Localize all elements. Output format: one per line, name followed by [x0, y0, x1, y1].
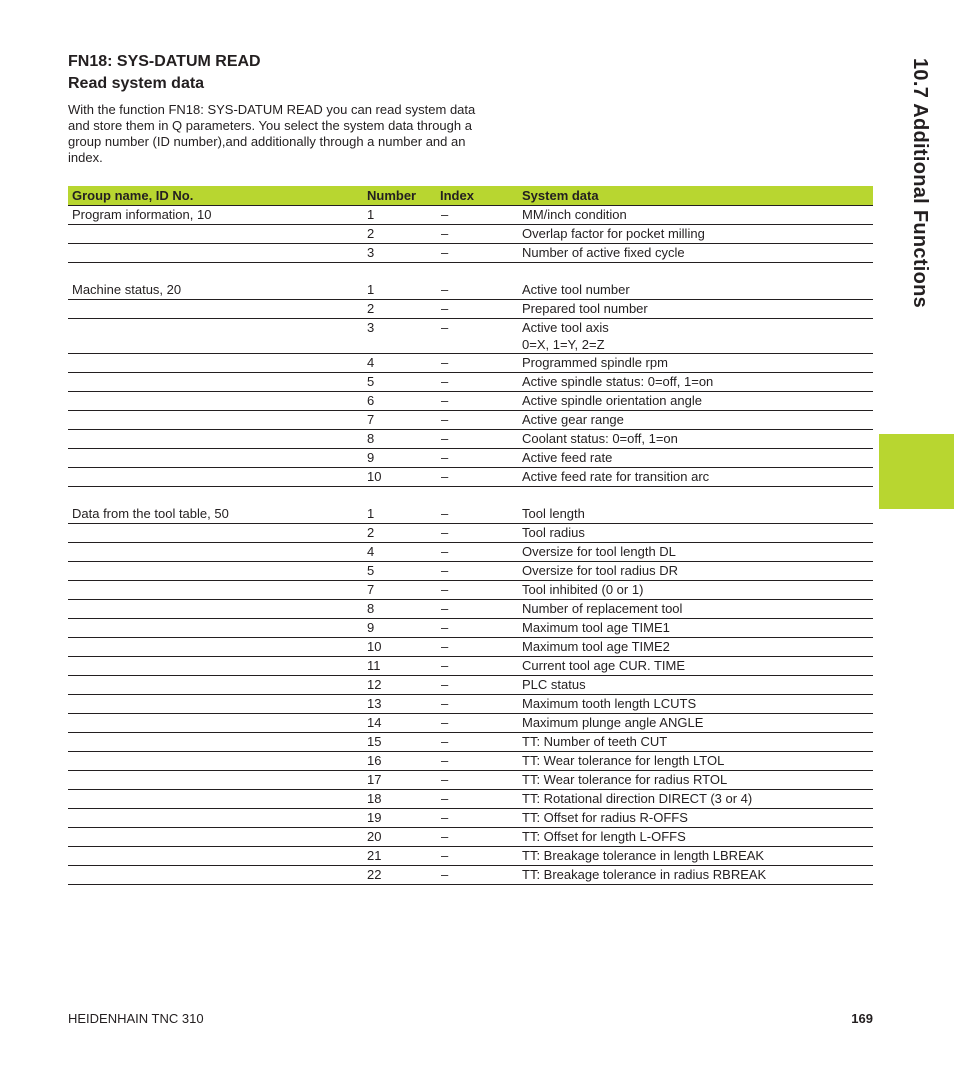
group-name-cell [68, 392, 363, 411]
system-data-text: TT: Wear tolerance for length LTOL [522, 753, 725, 768]
system-data-cell [518, 524, 873, 543]
system-data-text: Oversize for tool length DL [522, 544, 676, 559]
system-data-text: Active gear range [522, 412, 624, 427]
system-data-text: Maximum tooth length LCUTS [522, 696, 697, 711]
system-data-cell [518, 392, 873, 411]
number-cell: 21 [363, 847, 436, 866]
header-index: Index [436, 186, 518, 206]
group-name-cell [68, 430, 363, 449]
system-data-cell [518, 430, 873, 449]
table-row [68, 809, 873, 828]
number-cell: 18 [363, 790, 436, 809]
system-data-cell [518, 657, 873, 676]
system-data-text: Coolant status: 0=off, 1=on [522, 431, 678, 446]
group-name-cell [68, 449, 363, 468]
number-cell: 17 [363, 771, 436, 790]
system-data-text: TT: Number of teeth CUT [522, 734, 668, 749]
table-row [68, 354, 873, 373]
header-group-name: Group name, ID No. [68, 186, 363, 206]
table-row [68, 600, 873, 619]
number-cell: 11 [363, 657, 436, 676]
group-name-cell [68, 562, 363, 581]
group-name-cell [68, 373, 363, 392]
index-cell: – [436, 790, 518, 809]
group-name-cell [68, 866, 363, 885]
system-data-text: Tool inhibited (0 or 1) [522, 582, 644, 597]
table-row [68, 752, 873, 771]
index-cell: – [436, 847, 518, 866]
group-name-cell [68, 771, 363, 790]
system-data-text: TT: Rotational direction DIRECT (3 or 4) [522, 791, 753, 806]
number-cell: 15 [363, 733, 436, 752]
number-cell: 8 [363, 600, 436, 619]
chapter-side-title: 10.7 Additional Functions [909, 58, 931, 309]
table-row [68, 430, 873, 449]
system-data-text: Active tool axis [522, 320, 609, 335]
table-row [68, 695, 873, 714]
system-data-cell [518, 300, 873, 319]
system-data-text: PLC status [522, 677, 586, 692]
table-row [68, 524, 873, 543]
table-row [68, 638, 873, 657]
index-cell: – [436, 543, 518, 562]
system-data-cell [518, 733, 873, 752]
index-cell: – [436, 619, 518, 638]
table-row [68, 771, 873, 790]
system-data-cell [518, 752, 873, 771]
index-cell: – [436, 392, 518, 411]
number-cell: 2 [363, 225, 436, 244]
table-row [68, 505, 873, 524]
system-data-text: TT: Wear tolerance for radius RTOL [522, 772, 728, 787]
index-cell: – [436, 828, 518, 847]
table-row [68, 543, 873, 562]
index-cell: – [436, 657, 518, 676]
system-data-text: Number of active fixed cycle [522, 245, 685, 260]
index-cell: – [436, 505, 518, 524]
number-cell: 9 [363, 449, 436, 468]
number-cell: 2 [363, 524, 436, 543]
footer-product: HEIDENHAIN TNC 310 [68, 1011, 204, 1026]
intro-paragraph: With the function FN18: SYS-DATUM READ you can read system data and store them in Q parameters. You select the system data through a group number (ID number),and additionally through a number and an index. [68, 102, 476, 165]
table-row [68, 581, 873, 600]
table-row [68, 449, 873, 468]
table-row [68, 300, 873, 319]
group-name-cell: Program information, 10 [68, 206, 363, 225]
index-cell: – [436, 354, 518, 373]
system-data-cell [518, 581, 873, 600]
index-cell: – [436, 225, 518, 244]
system-data-cell [518, 449, 873, 468]
number-cell: 22 [363, 866, 436, 885]
number-cell: 5 [363, 562, 436, 581]
system-data-text-line2: 0=X, 1=Y, 2=Z [522, 337, 605, 352]
system-data-cell [518, 866, 873, 885]
system-data-text: Overlap factor for pocket milling [522, 226, 705, 241]
system-data-cell [518, 562, 873, 581]
system-data-text: Maximum plunge angle ANGLE [522, 715, 704, 730]
index-cell: – [436, 206, 518, 225]
group-name-cell [68, 714, 363, 733]
table-row [68, 562, 873, 581]
index-cell: – [436, 581, 518, 600]
system-data-cell [518, 281, 873, 300]
system-data-cell [518, 543, 873, 562]
header-system-data: System data [518, 186, 873, 206]
number-cell: 14 [363, 714, 436, 733]
table-row [68, 206, 873, 225]
system-data-cell [518, 809, 873, 828]
group-name-cell [68, 695, 363, 714]
system-data-cell [518, 790, 873, 809]
index-cell: – [436, 638, 518, 657]
table-row [68, 657, 873, 676]
spacer-cell [68, 487, 873, 506]
number-cell: 13 [363, 695, 436, 714]
group-name-cell [68, 657, 363, 676]
system-data-cell [518, 319, 873, 354]
index-cell: – [436, 281, 518, 300]
number-cell: 1 [363, 505, 436, 524]
number-cell: 3 [363, 244, 436, 263]
system-data-text: Programmed spindle rpm [522, 355, 668, 370]
index-cell: – [436, 524, 518, 543]
index-cell: – [436, 714, 518, 733]
group-name-cell: Data from the tool table, 50 [68, 505, 363, 524]
header-number: Number [363, 186, 436, 206]
index-cell: – [436, 300, 518, 319]
table-header-row [68, 186, 873, 206]
group-name-cell [68, 581, 363, 600]
table-row [68, 392, 873, 411]
table-row [68, 468, 873, 487]
group-name-cell [68, 225, 363, 244]
group-name-cell [68, 752, 363, 771]
system-data-cell [518, 225, 873, 244]
number-cell: 8 [363, 430, 436, 449]
table-row [68, 790, 873, 809]
group-name-cell [68, 828, 363, 847]
group-spacer [68, 487, 873, 506]
index-cell: – [436, 809, 518, 828]
number-cell: 10 [363, 638, 436, 657]
table-row [68, 281, 873, 300]
index-cell: – [436, 562, 518, 581]
index-cell: – [436, 244, 518, 263]
number-cell: 7 [363, 411, 436, 430]
system-data-text: TT: Offset for length L-OFFS [522, 829, 686, 844]
number-cell: 12 [363, 676, 436, 695]
section-subheading: Read system data [68, 75, 205, 92]
number-cell: 4 [363, 354, 436, 373]
table-row [68, 244, 873, 263]
system-data-text: Active feed rate for transition arc [522, 469, 710, 484]
table-row [68, 828, 873, 847]
system-data-text: Tool length [522, 506, 585, 521]
index-cell: – [436, 733, 518, 752]
index-cell: – [436, 676, 518, 695]
group-name-cell [68, 244, 363, 263]
group-name-cell [68, 468, 363, 487]
number-cell: 6 [363, 392, 436, 411]
index-cell: – [436, 430, 518, 449]
system-data-cell [518, 847, 873, 866]
number-cell: 20 [363, 828, 436, 847]
number-cell: 2 [363, 300, 436, 319]
number-cell: 4 [363, 543, 436, 562]
system-data-cell [518, 505, 873, 524]
system-data-text: Prepared tool number [522, 301, 648, 316]
table-row [68, 866, 873, 885]
group-spacer [68, 263, 873, 282]
system-data-cell [518, 638, 873, 657]
table-row [68, 373, 873, 392]
index-cell: – [436, 866, 518, 885]
number-cell: 5 [363, 373, 436, 392]
index-cell: – [436, 373, 518, 392]
system-data-text: Active spindle status: 0=off, 1=on [522, 374, 714, 389]
number-cell: 1 [363, 206, 436, 225]
table-body [68, 206, 873, 885]
group-name-cell [68, 847, 363, 866]
system-data-cell [518, 619, 873, 638]
table-row [68, 319, 873, 354]
system-data-table [68, 186, 873, 885]
number-cell: 9 [363, 619, 436, 638]
number-cell: 10 [363, 468, 436, 487]
index-cell: – [436, 752, 518, 771]
system-data-cell [518, 828, 873, 847]
system-data-text: TT: Offset for radius R-OFFS [522, 810, 688, 825]
group-name-cell [68, 619, 363, 638]
table-row [68, 225, 873, 244]
index-cell: – [436, 771, 518, 790]
system-data-text: Maximum tool age TIME2 [522, 639, 670, 654]
system-data-text: Maximum tool age TIME1 [522, 620, 670, 635]
system-data-text: Tool radius [522, 525, 585, 540]
number-cell: 1 [363, 281, 436, 300]
group-name-cell [68, 319, 363, 354]
group-name-cell [68, 809, 363, 828]
section-heading: FN18: SYS-DATUM READ [68, 53, 261, 70]
system-data-text: Oversize for tool radius DR [522, 563, 679, 578]
system-data-text: Active tool number [522, 282, 630, 297]
system-data-cell [518, 373, 873, 392]
group-name-cell [68, 543, 363, 562]
system-data-text: Active spindle orientation angle [522, 393, 702, 408]
system-data-cell [518, 771, 873, 790]
index-cell: – [436, 319, 518, 354]
table-row [68, 676, 873, 695]
index-cell: – [436, 695, 518, 714]
group-name-cell [68, 524, 363, 543]
system-data-text: Current tool age CUR. TIME [522, 658, 686, 673]
number-cell: 7 [363, 581, 436, 600]
number-cell: 19 [363, 809, 436, 828]
page-number: 169 [851, 1011, 873, 1026]
number-cell: 16 [363, 752, 436, 771]
table-row [68, 411, 873, 430]
system-data-cell [518, 695, 873, 714]
table-row [68, 733, 873, 752]
system-data-text: TT: Breakage tolerance in length LBREAK [522, 848, 765, 863]
group-name-cell: Machine status, 20 [68, 281, 363, 300]
index-cell: – [436, 468, 518, 487]
index-cell: – [436, 600, 518, 619]
system-data-cell [518, 244, 873, 263]
group-name-cell [68, 600, 363, 619]
system-data-text: Number of replacement tool [522, 601, 683, 616]
system-data-cell [518, 714, 873, 733]
group-name-cell [68, 354, 363, 373]
system-data-text: Active feed rate [522, 450, 613, 465]
index-cell: – [436, 449, 518, 468]
group-name-cell [68, 733, 363, 752]
system-data-cell [518, 600, 873, 619]
system-data-cell [518, 411, 873, 430]
system-data-cell [518, 468, 873, 487]
group-name-cell [68, 411, 363, 430]
group-name-cell [68, 638, 363, 657]
table-row [68, 847, 873, 866]
system-data-cell [518, 676, 873, 695]
chapter-tab-marker [879, 434, 954, 509]
spacer-cell [68, 263, 873, 282]
system-data-text: TT: Breakage tolerance in radius RBREAK [522, 867, 767, 882]
group-name-cell [68, 790, 363, 809]
system-data-cell [518, 206, 873, 225]
system-data-text: MM/inch condition [522, 207, 627, 222]
group-name-cell [68, 676, 363, 695]
group-name-cell [68, 300, 363, 319]
table-row [68, 714, 873, 733]
system-data-cell [518, 354, 873, 373]
number-cell: 3 [363, 319, 436, 354]
index-cell: – [436, 411, 518, 430]
table-row [68, 619, 873, 638]
